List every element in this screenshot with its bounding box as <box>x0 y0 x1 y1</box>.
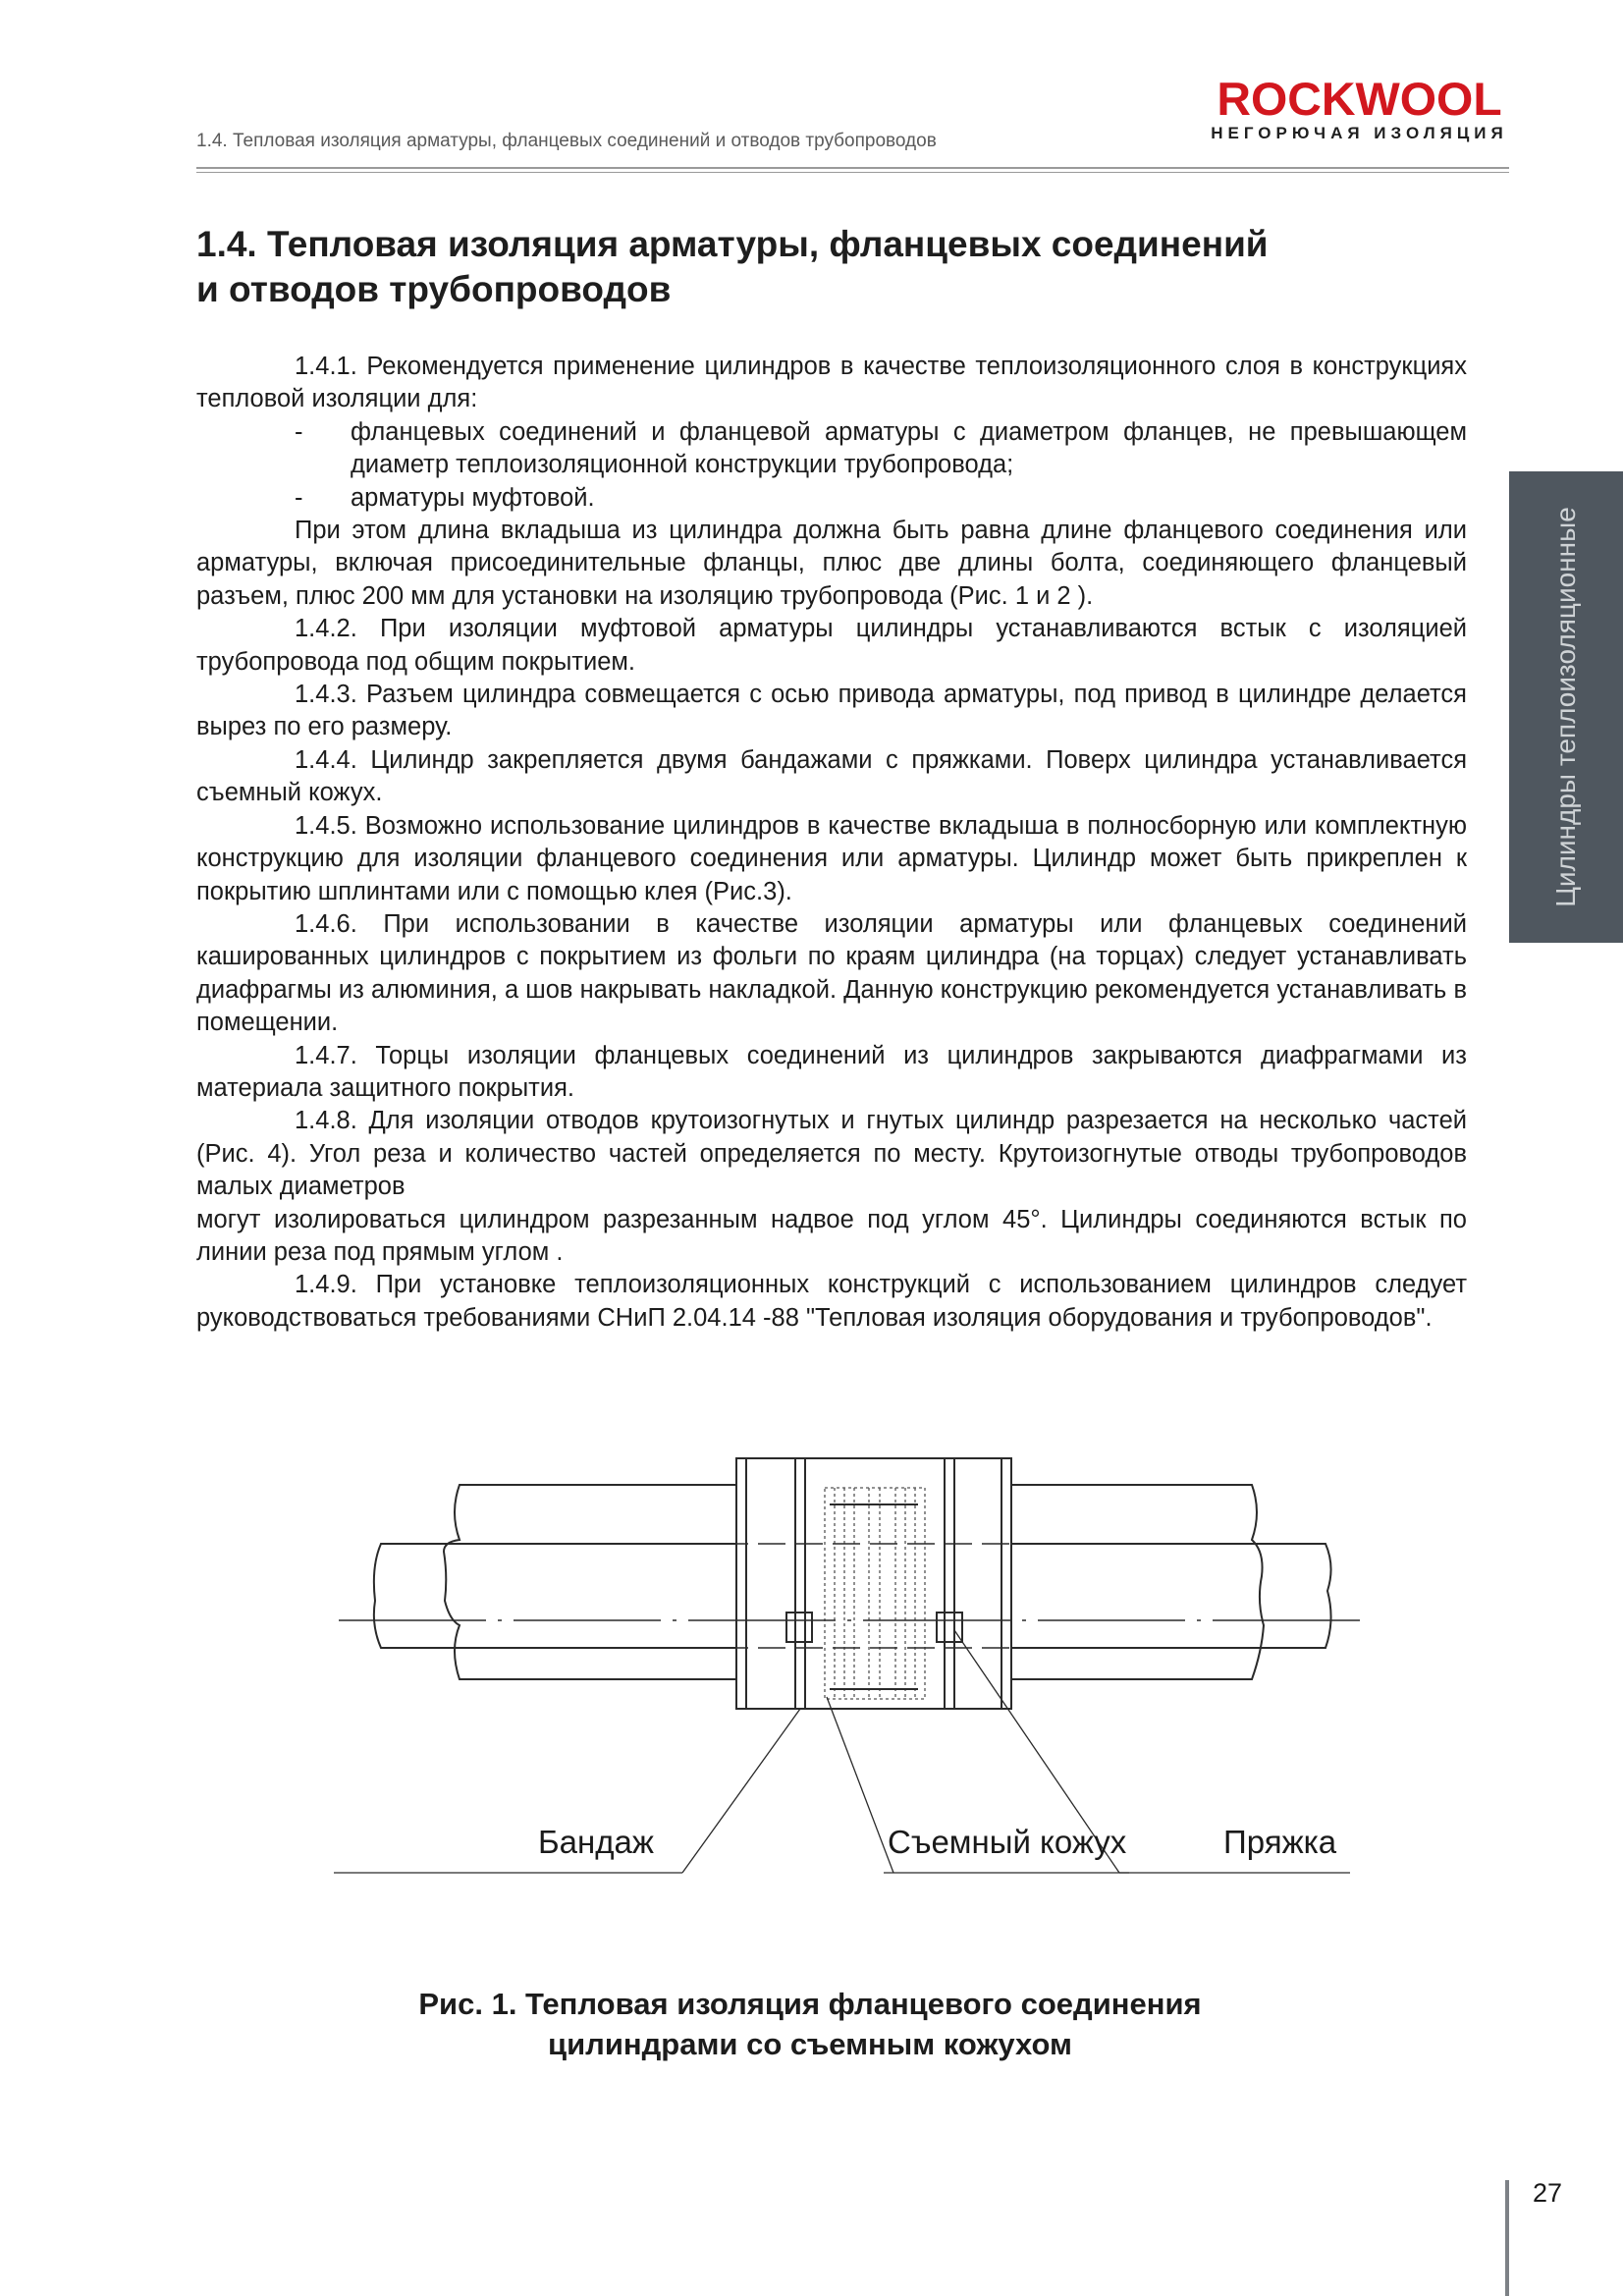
right-pipe-outline <box>1011 1544 1331 1648</box>
running-title: 1.4. Тепловая изоляция арматуры, фланцевых соединений и отводов трубопроводов <box>196 131 937 151</box>
list-dash: - <box>295 483 303 512</box>
logo-tagline: НЕГОРЮЧАЯ ИЗОЛЯЦИЯ <box>1211 124 1508 142</box>
label-buckle: Пряжка <box>1223 1824 1337 1860</box>
paragraph-1-4-8: 1.4.8. Для изоляции отводов крутоизогнутых и гнутых цилиндр разрезается на несколько частей (Рис. 4). Угол реза и количество частей определяется по месту. Крутоизогнутые отводы трубопроводов малых диаметров <box>196 1107 1467 1201</box>
flange-hatching <box>825 1488 925 1699</box>
paragraph-1-4-6: 1.4.6. При использовании в качестве изоляции арматуры или фланцевых соединений кашированных цилиндров с покрытием из фольги по краям цилиндра (на торцах) следует устанавливать диафрагмы из алюминия, а шов накрывать накладкой. Данную конструкцию рекомендуется устанавливать в помещении. <box>196 909 1467 1037</box>
section-side-tab <box>1509 471 1623 943</box>
page-number: 27 <box>1533 2178 1563 2208</box>
rockwool-logo <box>1210 75 1509 143</box>
list-item-text: арматуры муфтовой. <box>351 483 595 512</box>
list-item <box>196 416 1467 482</box>
page-number-bar <box>1505 2180 1509 2296</box>
body-text <box>196 351 1467 1335</box>
list-item <box>196 482 1467 515</box>
paragraph-1-4-4: 1.4.4. Цилиндр закрепляется двумя бандажами с пряжками. Поверх цилиндра устанавливается съемный кожух. <box>196 745 1467 807</box>
buckle-right <box>937 1613 962 1642</box>
right-insulation-outline <box>1011 1485 1264 1679</box>
label-removable-cover: Съемный кожух <box>888 1824 1127 1860</box>
leader-lines <box>334 1630 1350 1873</box>
figure-caption <box>393 1984 1227 2064</box>
caption-line2: цилиндрами со съемным кожухом <box>548 2027 1072 2061</box>
header-rule-thin <box>196 172 1509 173</box>
paragraph-1-4-3: 1.4.3. Разъем цилиндра совмещается с осью привода арматуры, под привод в цилиндре делается вырез по его размеру. <box>196 681 1467 741</box>
side-tab-label: Цилиндры теплоизоляционные <box>1550 507 1581 907</box>
list-dash: - <box>295 417 303 446</box>
label-bandage: Бандаж <box>538 1824 654 1860</box>
paragraph-1-4-1: 1.4.1. Рекомендуется применение цилиндров в качестве теплоизоляционного слоя в конструкциях тепловой изоляции для: <box>196 353 1467 413</box>
left-insulation-outline <box>444 1485 736 1679</box>
bandage-left <box>795 1458 805 1709</box>
paragraph-insert-length: При этом длина вкладыша из цилиндра должна быть равна длине фланцевого соединения или арматуры, включая присоединительные фланцы, плюс две длины болта, соединяющего фланцевый разъем, плюс 200 мм для установки на изоляцию трубопровода (Рис. 1 и 2 ). <box>196 517 1467 610</box>
left-pipe-outline <box>374 1544 736 1648</box>
hidden-lines <box>339 1544 1365 1648</box>
paragraph-1-4-9: 1.4.9. При установке теплоизоляционных конструкций с использованием цилиндров следует руководствоваться требованиями СНиП 2.04.14 -88 "Тепловая изоляция оборудования и трубопроводов". <box>196 1271 1467 1332</box>
logo-wordmark: ROCKWOOL <box>1217 73 1502 125</box>
section-title-line1: 1.4. Тепловая изоляция арматуры, фланцевых соединений <box>196 224 1269 264</box>
buckle-left <box>786 1613 812 1642</box>
paragraph-1-4-8-continued: могут изолироваться цилиндром разрезанным надвое под углом 45°. Цилиндры соединяются встык по линии реза под прямым углом . <box>196 1205 1467 1266</box>
removable-cover <box>736 1458 1011 1709</box>
paragraph-1-4-7: 1.4.7. Торцы изоляции фланцевых соединений из цилиндров закрываются диафрагмами из материала защитного покрытия. <box>196 1041 1467 1102</box>
bandage-right <box>945 1458 954 1709</box>
section-title <box>196 222 1424 312</box>
header-rule <box>196 167 1509 169</box>
figure-flange-insulation-drawing <box>334 1444 1375 1935</box>
section-title-line2: и отводов трубопроводов <box>196 269 672 309</box>
list-item-text: фланцевых соединений и фланцевой арматуры с диаметром фланцев, не превышающем диаметр теплоизоляционной конструкции трубопровода; <box>351 417 1467 479</box>
paragraph-1-4-2: 1.4.2. При изоляции муфтовой арматуры цилиндры устанавливаются встык с изоляцией трубопровода под общим покрытием. <box>196 615 1467 676</box>
paragraph-1-4-5: 1.4.5. Возможно использование цилиндров в качестве вкладыша в полносборную или комплектную конструкцию для изоляции фланцевого соединения или арматуры. Цилиндр может быть прикреплен к покрытию шплинтами или с помощью клея (Рис.3). <box>196 811 1467 905</box>
caption-line1: Рис. 1. Тепловая изоляция фланцевого соединения <box>418 1987 1202 2021</box>
